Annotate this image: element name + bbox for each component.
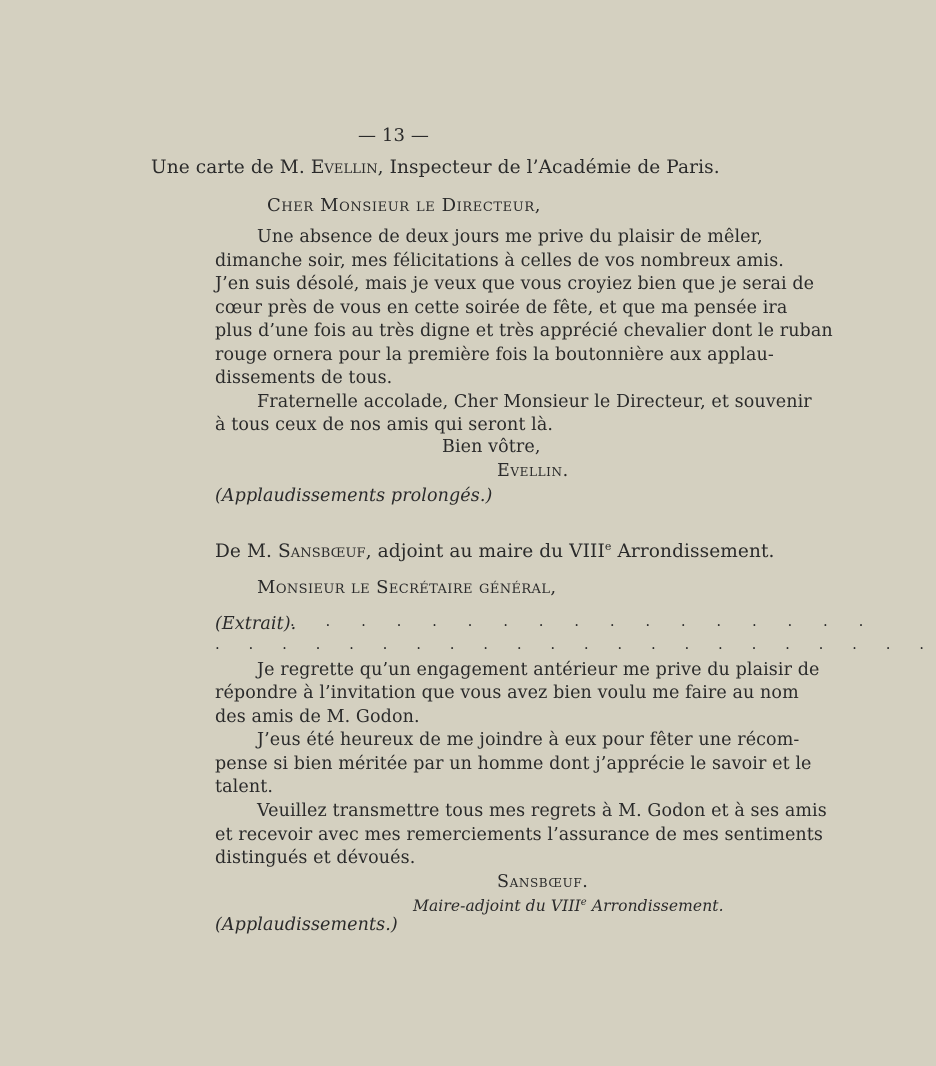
letter2-line-6: talent.	[215, 777, 273, 798]
letter2-signature: Sansbœuf.	[497, 871, 589, 892]
letter2-heading-name: Sansbœuf	[277, 540, 366, 562]
letter1-closing: Bien vôtre,	[442, 437, 541, 458]
letter2-line-9: distingués et dévoués.	[215, 848, 416, 869]
letter1-line-1: Une absence de deux jours me prive du plaisir de mêler,	[257, 227, 763, 248]
letter2-line-2: répondre à l’invitation que vous avez bien voulu me faire au nom	[215, 683, 799, 704]
letter2-heading-middle: , adjoint au maire du VIII	[365, 540, 605, 562]
letter1-signature: Evellin.	[497, 460, 569, 481]
letter2-dots-row-1: . . . . . . . . . . . . . . . . .	[290, 611, 877, 630]
letter1-heading-name: Evellin	[310, 156, 378, 178]
letter2-line-4: J’eus été heureux de me joindre à eux pour fêter une récom-	[257, 730, 800, 751]
letter2-line-5: pense si bien méritée par un homme dont j’apprécie le savoir et le	[215, 753, 812, 774]
letter2-dots-row-2: . . . . . . . . . . . . . . . . . . . . . .	[215, 635, 936, 654]
letter1-salutation: Cher Monsieur le Directeur,	[267, 195, 542, 217]
letter1-line-6: rouge ornera p​our la première fois la boutonnière aux applau-	[215, 344, 774, 365]
page-number: — 13 —	[358, 124, 429, 146]
letter1-line-2: dimanche soir, mes félicitations à celles de vos nombreux amis.	[215, 250, 784, 271]
letter2-line-7: Veuillez transmettre tous mes regrets à M. Godon et à ses amis	[257, 800, 827, 821]
letter1-line-5: plus d’une fois au très digne et très apprécié chevalier dont le ruban	[215, 321, 833, 342]
letter2-signature-title	[413, 891, 724, 918]
letter2-line-3: des amis de M. Godon.	[215, 706, 420, 727]
letter1-line-9: à tous ceux de nos amis qui seront là.	[215, 415, 554, 436]
letter1-heading-suffix: , Inspecteur de l’Académie de Paris.	[377, 156, 720, 178]
letter1-line-4: cœur près de vous en cette soirée de fête, et que ma pensée ira	[215, 297, 788, 318]
letter2-heading	[215, 535, 774, 564]
letter2-line-1: Je regrette qu’un engagement antérieur me prive du plaisir de	[257, 659, 820, 680]
letter2-heading-suffix: Arrondissement.	[611, 540, 775, 562]
letter1-heading	[151, 156, 720, 180]
letter2-signature-title-suffix: Arrondissement.	[586, 897, 724, 916]
letter2-salutation: Monsieur le Secrétaire général,	[257, 577, 557, 599]
letter2-signature-title-sup: e	[580, 897, 587, 909]
letter2-line-8: et recevoir avec mes remerciements l’assurance de mes sentiments	[215, 824, 824, 845]
letter2-extract: (Extrait).	[215, 613, 297, 634]
letter1-heading-prefix: Une carte de M.	[151, 156, 305, 178]
letter1-line-3: J’en suis désolé, mais je veux que vous croyiez bien que je serai de	[215, 274, 815, 295]
letter2-signature-title-prefix: Maire-adjoint du VIII	[413, 897, 581, 916]
letter1-applause: (Applaudissements prolongés.)	[215, 486, 493, 507]
letter1-line-7: dissements de tous.	[215, 368, 393, 389]
letter2-heading-prefix: De M.	[215, 540, 272, 562]
letter2-heading-sup: e	[604, 539, 612, 553]
letter1-line-8: Fraternelle accolade, Cher Monsieur le Directeur, et souvenir	[257, 391, 812, 412]
letter2-applause: (Applaudissements.)	[215, 915, 398, 935]
